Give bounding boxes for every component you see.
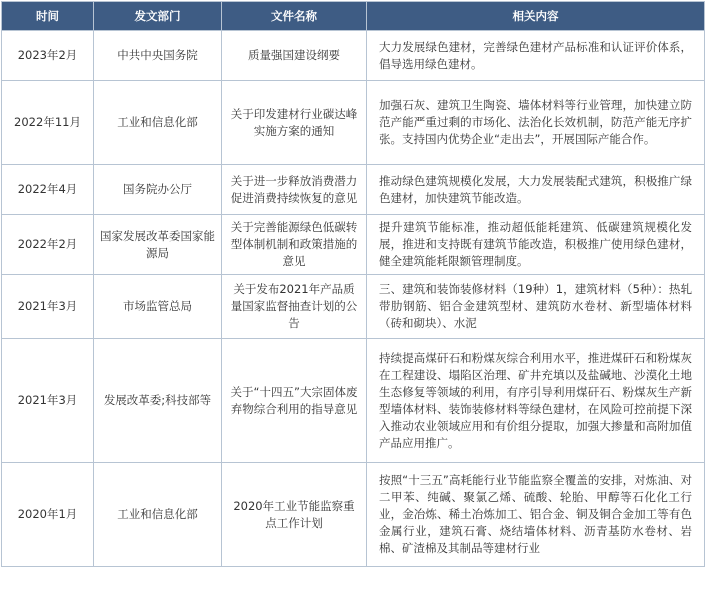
cell-content: 按照“十三五”高耗能行业节能监察全覆盖的安排，对炼油、对二甲苯、纯碱、聚氯乙烯、硫酸、轮胎、甲醇等石化化工行业，金冶炼、稀土冶炼加工、铝合金、铜及铜合金加工等有色金属行业，建筑石膏、烧结墙体材料、沥青基防水卷材、岩棉、矿渣棉及其制品等建材行业 [367, 463, 705, 567]
cell-time: 2022年11月 [2, 81, 94, 165]
cell-dept: 发展改革委;科技部等 [94, 339, 222, 463]
cell-dept: 市场监管总局 [94, 275, 222, 339]
table-row [2, 339, 705, 463]
cell-time: 2022年4月 [2, 165, 94, 215]
cell-content: 提升建筑节能标准，推动超低能耗建筑、低碳建筑规模化发展，推进和支持既有建筑节能改造，积极推广使用绿色建材，健全建筑能耗限额管理制度。 [367, 215, 705, 275]
table-row [2, 81, 705, 165]
cell-title: 质量强国建设纲要 [222, 31, 367, 81]
cell-time: 2021年3月 [2, 275, 94, 339]
cell-dept: 国家发展改革委国家能源局 [94, 215, 222, 275]
header-dept: 发文部门 [94, 2, 222, 31]
cell-title: 关于完善能源绿色低碳转型体制机制和政策措施的意见 [222, 215, 367, 275]
cell-time: 2021年3月 [2, 339, 94, 463]
cell-dept: 国务院办公厅 [94, 165, 222, 215]
table-row [2, 165, 705, 215]
cell-title: 关于“十四五”大宗固体废弃物综合利用的指导意见 [222, 339, 367, 463]
cell-content: 加强石灰、建筑卫生陶瓷、墙体材料等行业管理，加快建立防范产能严重过剩的市场化、法治化长效机制，防范产能无序扩张。支持国内优势企业“走出去”，开展国际产能合作。 [367, 81, 705, 165]
cell-title: 2020年工业节能监察重点工作计划 [222, 463, 367, 567]
table-row [2, 275, 705, 339]
cell-time: 2022年2月 [2, 215, 94, 275]
table-row [2, 31, 705, 81]
header-title: 文件名称 [222, 2, 367, 31]
cell-content: 三、建筑和装饰装修材料（19种）1，建筑材料（5种）：热轧带肋钢筋、铝合金建筑型材、建筑防水卷材、新型墙体材料（砖和砌块）、水泥 [367, 275, 705, 339]
cell-content: 推动绿色建筑规模化发展，大力发展装配式建筑，积极推广绿色建材，加快建筑节能改造。 [367, 165, 705, 215]
table-row [2, 463, 705, 567]
cell-time: 2023年2月 [2, 31, 94, 81]
cell-time: 2020年1月 [2, 463, 94, 567]
cell-dept: 工业和信息化部 [94, 463, 222, 567]
cell-title: 关于印发建材行业碳达峰实施方案的通知 [222, 81, 367, 165]
cell-title: 关于发布2021年产品质量国家监督抽查计划的公告 [222, 275, 367, 339]
header-content: 相关内容 [367, 2, 705, 31]
cell-content: 大力发展绿色建材，完善绿色建材产品标准和认证评价体系，倡导选用绿色建材。 [367, 31, 705, 81]
cell-content: 持续提高煤矸石和粉煤灰综合利用水平，推进煤矸石和粉煤灰在工程建设、塌陷区治理、矿井充填以及盐碱地、沙漠化土地生态修复等领域的利用，有序引导利用煤矸石、粉煤灰生产新型墙体材料、装饰装修材料等绿色建材，在风险可控前提下深入推动农业领域应用和有价组分提取，加强大掺量和高附加值产品应用推广。 [367, 339, 705, 463]
policy-table [1, 1, 705, 567]
table-row [2, 215, 705, 275]
cell-title: 关于进一步释放消费潜力促进消费持续恢复的意见 [222, 165, 367, 215]
cell-dept: 工业和信息化部 [94, 81, 222, 165]
header-row [2, 2, 705, 31]
cell-dept: 中共中央国务院 [94, 31, 222, 81]
header-time: 时间 [2, 2, 94, 31]
